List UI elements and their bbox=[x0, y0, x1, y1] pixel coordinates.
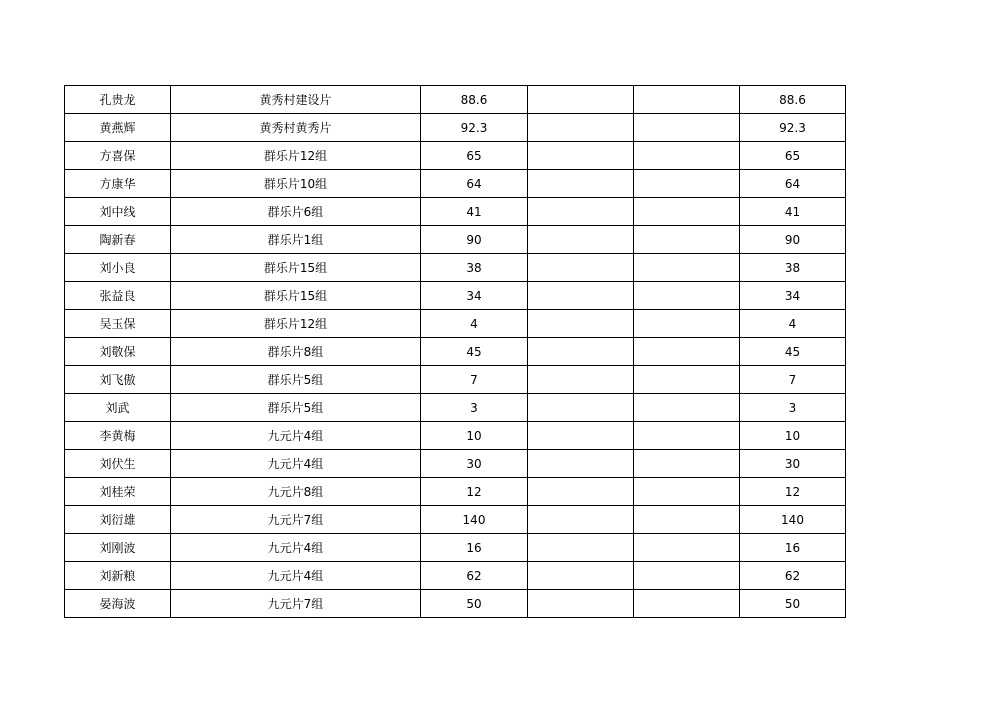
person-name-cell: 陶新春 bbox=[65, 226, 171, 254]
value-cell: 62 bbox=[421, 562, 528, 590]
value-cell: 34 bbox=[421, 282, 528, 310]
area-cell: 九元片4组 bbox=[171, 422, 421, 450]
person-name-cell: 方喜保 bbox=[65, 142, 171, 170]
value-cell: 3 bbox=[421, 394, 528, 422]
total-cell: 140 bbox=[740, 506, 846, 534]
person-name-cell: 刘中线 bbox=[65, 198, 171, 226]
table-row bbox=[65, 114, 846, 142]
total-cell: 41 bbox=[740, 198, 846, 226]
blank-cell bbox=[634, 394, 740, 422]
blank-cell bbox=[528, 506, 634, 534]
person-name-cell: 刘伏生 bbox=[65, 450, 171, 478]
value-cell: 38 bbox=[421, 254, 528, 282]
person-name-cell: 刘武 bbox=[65, 394, 171, 422]
table-row bbox=[65, 86, 846, 114]
table-row bbox=[65, 394, 846, 422]
blank-cell bbox=[634, 366, 740, 394]
table-row bbox=[65, 450, 846, 478]
total-cell: 10 bbox=[740, 422, 846, 450]
blank-cell bbox=[634, 338, 740, 366]
area-cell: 群乐片12组 bbox=[171, 142, 421, 170]
blank-cell bbox=[528, 310, 634, 338]
blank-cell bbox=[634, 562, 740, 590]
blank-cell bbox=[528, 142, 634, 170]
table-row bbox=[65, 310, 846, 338]
area-cell: 群乐片5组 bbox=[171, 394, 421, 422]
total-cell: 62 bbox=[740, 562, 846, 590]
person-name-cell: 李黄梅 bbox=[65, 422, 171, 450]
value-cell: 45 bbox=[421, 338, 528, 366]
value-cell: 16 bbox=[421, 534, 528, 562]
person-name-cell: 刘敬保 bbox=[65, 338, 171, 366]
blank-cell bbox=[528, 366, 634, 394]
area-cell: 群乐片8组 bbox=[171, 338, 421, 366]
blank-cell bbox=[528, 394, 634, 422]
blank-cell bbox=[528, 86, 634, 114]
table-row bbox=[65, 170, 846, 198]
table-row bbox=[65, 282, 846, 310]
total-cell: 3 bbox=[740, 394, 846, 422]
blank-cell bbox=[634, 198, 740, 226]
value-cell: 50 bbox=[421, 590, 528, 618]
value-cell: 30 bbox=[421, 450, 528, 478]
value-cell: 12 bbox=[421, 478, 528, 506]
blank-cell bbox=[528, 254, 634, 282]
blank-cell bbox=[634, 478, 740, 506]
person-name-cell: 刘桂荣 bbox=[65, 478, 171, 506]
person-name-cell: 刘小良 bbox=[65, 254, 171, 282]
blank-cell bbox=[528, 170, 634, 198]
area-cell: 群乐片12组 bbox=[171, 310, 421, 338]
blank-cell bbox=[634, 226, 740, 254]
blank-cell bbox=[528, 450, 634, 478]
table-row bbox=[65, 254, 846, 282]
area-cell: 九元片7组 bbox=[171, 506, 421, 534]
table-row bbox=[65, 590, 846, 618]
area-cell: 黄秀村建设片 bbox=[171, 86, 421, 114]
person-name-cell: 晏海波 bbox=[65, 590, 171, 618]
blank-cell bbox=[528, 562, 634, 590]
person-name-cell: 刘新粮 bbox=[65, 562, 171, 590]
total-cell: 50 bbox=[740, 590, 846, 618]
value-cell: 65 bbox=[421, 142, 528, 170]
area-cell: 群乐片6组 bbox=[171, 198, 421, 226]
total-cell: 38 bbox=[740, 254, 846, 282]
table-row bbox=[65, 422, 846, 450]
blank-cell bbox=[634, 170, 740, 198]
data-table bbox=[64, 85, 846, 618]
total-cell: 7 bbox=[740, 366, 846, 394]
blank-cell bbox=[634, 282, 740, 310]
blank-cell bbox=[634, 114, 740, 142]
blank-cell bbox=[634, 142, 740, 170]
area-cell: 九元片4组 bbox=[171, 450, 421, 478]
value-cell: 90 bbox=[421, 226, 528, 254]
area-cell: 九元片4组 bbox=[171, 534, 421, 562]
value-cell: 41 bbox=[421, 198, 528, 226]
table-body bbox=[65, 86, 846, 618]
blank-cell bbox=[634, 534, 740, 562]
area-cell: 群乐片10组 bbox=[171, 170, 421, 198]
person-name-cell: 孔贵龙 bbox=[65, 86, 171, 114]
value-cell: 140 bbox=[421, 506, 528, 534]
table-row bbox=[65, 478, 846, 506]
area-cell: 九元片4组 bbox=[171, 562, 421, 590]
blank-cell bbox=[634, 254, 740, 282]
value-cell: 88.6 bbox=[421, 86, 528, 114]
blank-cell bbox=[528, 198, 634, 226]
blank-cell bbox=[528, 226, 634, 254]
table-row bbox=[65, 198, 846, 226]
blank-cell bbox=[634, 590, 740, 618]
blank-cell bbox=[528, 338, 634, 366]
area-cell: 群乐片15组 bbox=[171, 282, 421, 310]
area-cell: 群乐片1组 bbox=[171, 226, 421, 254]
value-cell: 64 bbox=[421, 170, 528, 198]
table-row bbox=[65, 562, 846, 590]
value-cell: 4 bbox=[421, 310, 528, 338]
area-cell: 群乐片5组 bbox=[171, 366, 421, 394]
blank-cell bbox=[634, 86, 740, 114]
value-cell: 92.3 bbox=[421, 114, 528, 142]
person-name-cell: 刘飞傲 bbox=[65, 366, 171, 394]
total-cell: 65 bbox=[740, 142, 846, 170]
value-cell: 10 bbox=[421, 422, 528, 450]
table-row bbox=[65, 506, 846, 534]
table-row bbox=[65, 366, 846, 394]
blank-cell bbox=[528, 478, 634, 506]
total-cell: 90 bbox=[740, 226, 846, 254]
total-cell: 30 bbox=[740, 450, 846, 478]
table-row bbox=[65, 226, 846, 254]
area-cell: 九元片7组 bbox=[171, 590, 421, 618]
total-cell: 12 bbox=[740, 478, 846, 506]
total-cell: 92.3 bbox=[740, 114, 846, 142]
blank-cell bbox=[528, 282, 634, 310]
person-name-cell: 刘衍雄 bbox=[65, 506, 171, 534]
blank-cell bbox=[528, 590, 634, 618]
person-name-cell: 吴玉保 bbox=[65, 310, 171, 338]
area-cell: 九元片8组 bbox=[171, 478, 421, 506]
table-row bbox=[65, 338, 846, 366]
person-name-cell: 黄燕辉 bbox=[65, 114, 171, 142]
person-name-cell: 刘刚波 bbox=[65, 534, 171, 562]
person-name-cell: 方康华 bbox=[65, 170, 171, 198]
blank-cell bbox=[528, 114, 634, 142]
area-cell: 群乐片15组 bbox=[171, 254, 421, 282]
blank-cell bbox=[528, 534, 634, 562]
table-row bbox=[65, 534, 846, 562]
total-cell: 45 bbox=[740, 338, 846, 366]
total-cell: 64 bbox=[740, 170, 846, 198]
table-row bbox=[65, 142, 846, 170]
blank-cell bbox=[634, 310, 740, 338]
value-cell: 7 bbox=[421, 366, 528, 394]
blank-cell bbox=[528, 422, 634, 450]
person-name-cell: 张益良 bbox=[65, 282, 171, 310]
total-cell: 4 bbox=[740, 310, 846, 338]
blank-cell bbox=[634, 450, 740, 478]
total-cell: 88.6 bbox=[740, 86, 846, 114]
area-cell: 黄秀村黄秀片 bbox=[171, 114, 421, 142]
total-cell: 16 bbox=[740, 534, 846, 562]
blank-cell bbox=[634, 422, 740, 450]
total-cell: 34 bbox=[740, 282, 846, 310]
blank-cell bbox=[634, 506, 740, 534]
